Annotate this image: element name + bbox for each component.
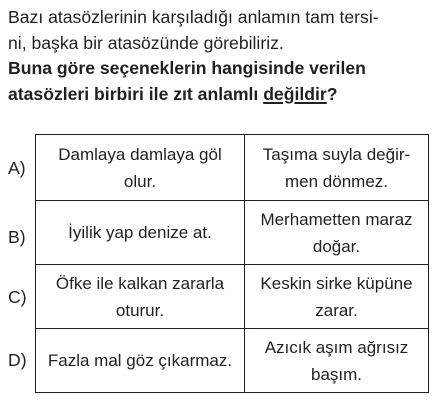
question-line-3: Buna göre seçeneklerin hangisinde verilen xyxy=(8,58,366,78)
option-b-right-proverb: Merhametten maraz doğar. xyxy=(245,201,429,265)
option-row-b[interactable] xyxy=(36,201,429,265)
option-label-c[interactable]: C) xyxy=(8,287,27,307)
question-text xyxy=(8,5,433,107)
option-label-a[interactable]: A) xyxy=(8,158,26,178)
option-c-right-proverb: Keskin sirke küpüne zarar. xyxy=(245,265,429,329)
option-label-b[interactable]: B) xyxy=(8,227,26,247)
option-label-d[interactable]: D) xyxy=(8,350,27,370)
options-table xyxy=(35,134,429,393)
option-a-right-proverb: Taşıma suyla değir-men dönmez. xyxy=(245,135,429,201)
option-d-left-proverb: Fazla mal göz çıkarmaz. xyxy=(36,329,245,393)
option-d-right-proverb: Azıcık aşım ağrısız başım. xyxy=(245,329,429,393)
negation-word: değildir xyxy=(263,83,327,104)
question-line-2: ni, başka bir atasözünde görebiliriz. xyxy=(8,32,284,53)
option-c-left-proverb: Öfke ile kalkan zararla oturur. xyxy=(36,265,245,329)
question-line-4 xyxy=(8,82,433,108)
option-row-d[interactable] xyxy=(36,329,429,393)
option-row-a[interactable] xyxy=(36,135,429,201)
option-a-left-proverb: Damlaya damlaya göl olur. xyxy=(36,135,245,201)
question-line-4-start: atasözleri birbiri ile zıt anlamlı xyxy=(8,83,264,104)
question-mark: ? xyxy=(326,83,338,104)
question-line-1: Bazı atasözlerinin karşıladığı anlamın tam tersi- xyxy=(8,7,379,27)
option-row-c[interactable] xyxy=(36,265,429,329)
option-b-left-proverb: İyilik yap denize at. xyxy=(36,201,245,265)
